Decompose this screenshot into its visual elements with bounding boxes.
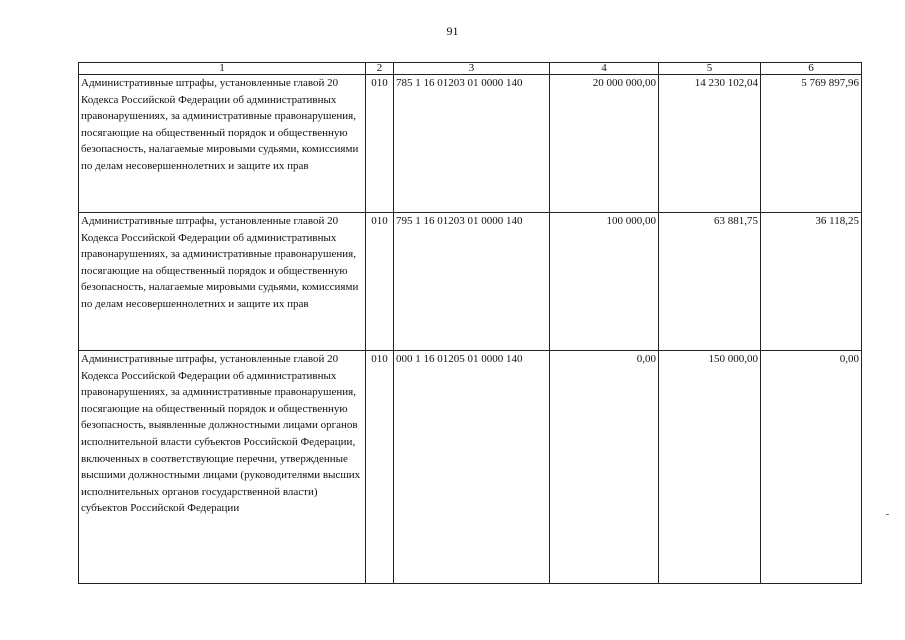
table-row <box>79 351 862 584</box>
row-budget-code: 795 1 16 01203 01 0000 140 <box>394 213 550 351</box>
row-description: Административные штрафы, установленные главой 20 Кодекса Российской Федерации об административных правонарушениях, за административные правонарушения, посягающие на общественный порядок и общественную безопасность, выявленные должностными лицами органов исполнительной власти субъектов Российской Федерации, включенных в соответствующие перечни, утвержденные высшими должностными лицами (руководителями высших исполнительных органов государственной власти) субъектов Российской Федерации <box>79 351 366 584</box>
column-header-1: 1 <box>79 63 366 75</box>
row-col4-value: 0,00 <box>550 351 659 584</box>
row-budget-code: 000 1 16 01205 01 0000 140 <box>394 351 550 584</box>
table-row <box>79 75 862 213</box>
column-header-6: 6 <box>761 63 862 75</box>
row-admin-code: 010 <box>366 213 394 351</box>
row-admin-code: 010 <box>366 75 394 213</box>
row-budget-code: 785 1 16 01203 01 0000 140 <box>394 75 550 213</box>
row-col6-value: 0,00 <box>761 351 862 584</box>
column-header-2: 2 <box>366 63 394 75</box>
row-description: Административные штрафы, установленные главой 20 Кодекса Российской Федерации об административных правонарушениях, за административные правонарушения, посягающие на общественный порядок и общественную безопасность, налагаемые мировыми судьями, комиссиями по делам несовершеннолетних и защите их прав <box>79 213 366 351</box>
revenue-table <box>78 62 862 584</box>
column-header-5: 5 <box>659 63 761 75</box>
row-col5-value: 150 000,00 <box>659 351 761 584</box>
header-row <box>79 63 862 75</box>
page-number: 91 <box>446 24 459 38</box>
scan-mark <box>886 514 889 515</box>
column-header-4: 4 <box>550 63 659 75</box>
row-col5-value: 14 230 102,04 <box>659 75 761 213</box>
row-col6-value: 36 118,25 <box>761 213 862 351</box>
row-col6-value: 5 769 897,96 <box>761 75 862 213</box>
row-col4-value: 20 000 000,00 <box>550 75 659 213</box>
row-description: Административные штрафы, установленные главой 20 Кодекса Российской Федерации об административных правонарушениях, за административные правонарушения, посягающие на общественный порядок и общественную безопасность, налагаемые мировыми судьями, комиссиями по делам несовершеннолетних и защите их прав <box>79 75 366 213</box>
table-row <box>79 213 862 351</box>
row-admin-code: 010 <box>366 351 394 584</box>
row-col5-value: 63 881,75 <box>659 213 761 351</box>
column-header-3: 3 <box>394 63 550 75</box>
row-col4-value: 100 000,00 <box>550 213 659 351</box>
